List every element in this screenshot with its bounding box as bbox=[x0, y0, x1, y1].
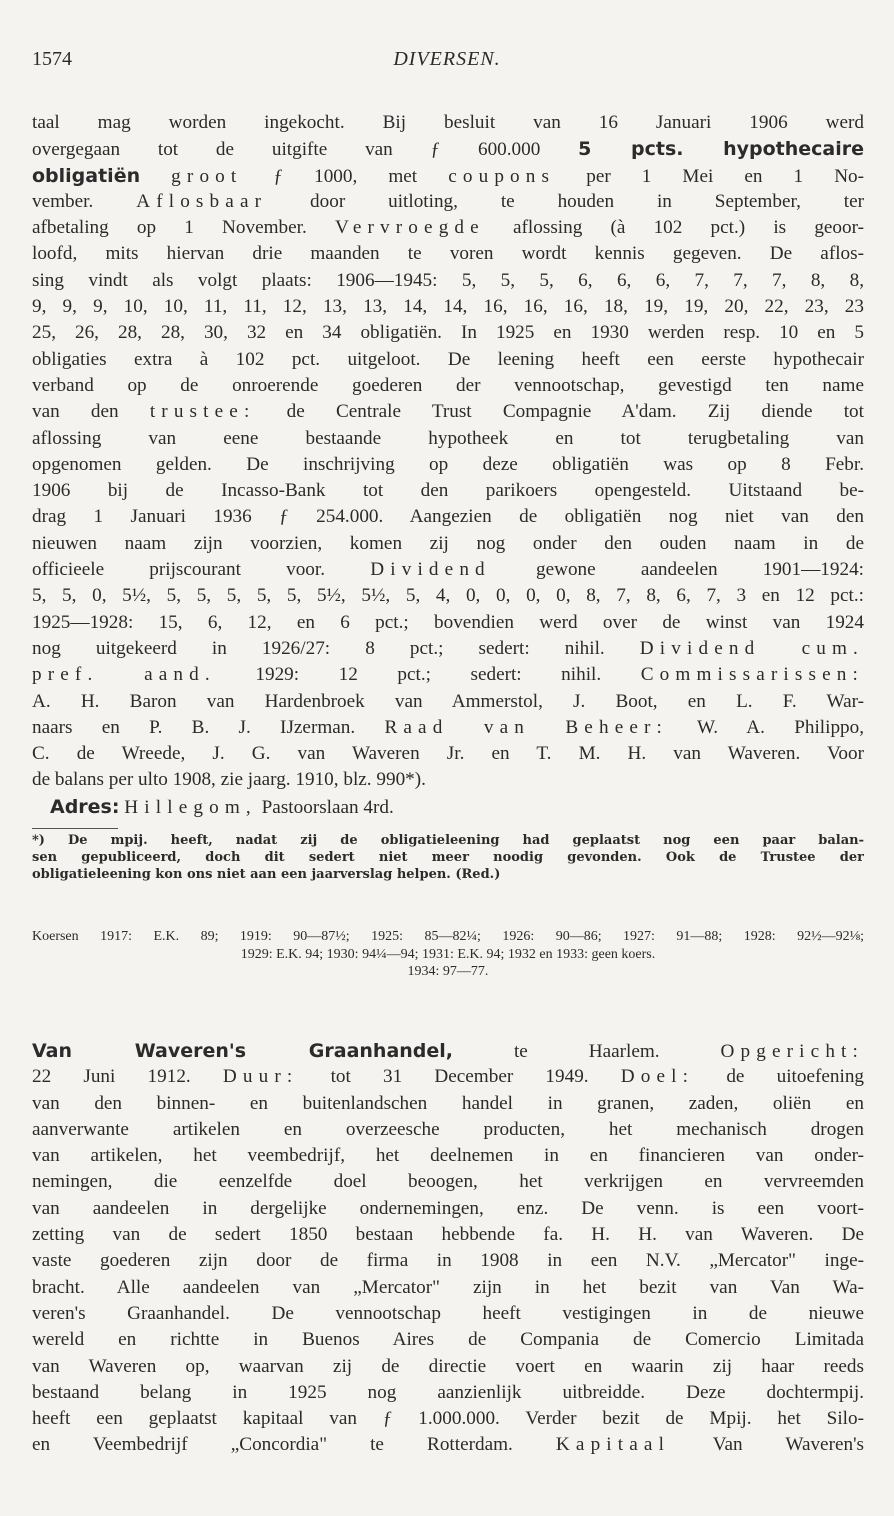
text-line: drag 1 Januari 1936 ƒ 254.000. Aangezien de obligatiën nog niet van den bbox=[32, 506, 864, 528]
text-line: van aandeelen in dergelijke ondernemingen, enz. De venn. is een voort- bbox=[32, 1197, 864, 1219]
text-line: overgegaan tot de uitgifte van ƒ 600.000 5 pcts. hypothecaire bbox=[32, 138, 864, 161]
text-line: bestaand belang in 1925 nog aanzienlijk uitbreidde. Deze dochtermpij. bbox=[32, 1381, 864, 1403]
text-line: zetting van de sedert 1850 bestaan hebbende fa. H. H. van Waveren. De bbox=[32, 1224, 864, 1246]
running-title: DIVERSEN. bbox=[393, 48, 501, 70]
text-line: 1925—1928: 15, 6, 12, en 6 pct.; bovendien werd over de winst van 1924 bbox=[32, 611, 864, 633]
koersen-line: 1934: 97—77. bbox=[407, 964, 489, 979]
text-line: aanverwante artikelen en overzeesche producten, het mechanisch drogen bbox=[32, 1118, 864, 1140]
company-name: Van Waveren's Graanhandel, bbox=[32, 1040, 454, 1062]
koersen-line: 1929: E.K. 94; 1930: 94¼—94; 1931: E.K. 94; 1932 en 1933: geen koers. bbox=[240, 946, 656, 962]
text-line: officieele prijscourant voor. Dividend gewone aandeelen 1901—1924: bbox=[32, 559, 864, 581]
text-line: obligatiën groot ƒ 1000, met coupons per 1 Mei en 1 No- bbox=[32, 164, 864, 187]
text-line: Van Waveren's Graanhandel, te Haarlem. Opgericht: bbox=[32, 1040, 864, 1062]
footnote-line: sen gepubliceerd, doch dit sedert niet meer noodig gevonden. Ook de Trustee der bbox=[32, 850, 864, 865]
text-line: sing vindt als volgt plaats: 1906—1945: 5, 5, 5, 6, 6, 6, 7, 7, 7, 8, 8, bbox=[32, 269, 864, 291]
page-header bbox=[32, 48, 862, 82]
text-line: wereld en richtte in Buenos Aires de Compania de Comercio Limitada bbox=[32, 1329, 864, 1351]
text-line: van den binnen- en buitenlandschen handel in granen, zaden, oliën en bbox=[32, 1092, 864, 1114]
footnote-line: obligatieleening kon ons niet aan een jaarverslag helpen. (Red.) bbox=[32, 867, 501, 882]
text-line: van den trustee: de Centrale Trust Compagnie A'dam. Zij diende tot bbox=[32, 401, 864, 423]
entry-hypothecaire-obligatien bbox=[32, 110, 864, 820]
text-line: obligaties extra à 102 pct. uitgeloot. De leening heeft een eerste hypothecair bbox=[32, 348, 864, 370]
text-line: C. de Wreede, J. G. van Waveren Jr. en T. M. H. van Waveren. Voor bbox=[32, 743, 864, 765]
text-line: verband op de onroerende goederen der vennootschap, gevestigd ten name bbox=[32, 374, 864, 396]
text-line: van Waveren op, waarvan zij de directie voert en waarin zij haar reeds bbox=[32, 1355, 864, 1377]
text-line: heeft een geplaatst kapitaal van ƒ 1.000.000. Verder bezit de Mpij. het Silo- bbox=[32, 1408, 864, 1430]
bold-heading: 5 pcts. hypothecaire bbox=[578, 138, 864, 161]
footnote bbox=[32, 832, 864, 883]
text-line: en Veembedrijf „Concordia" te Rotterdam. Kapitaal Van Waveren's bbox=[32, 1434, 864, 1456]
koersen-block bbox=[32, 928, 864, 981]
text-line: 25, 26, 28, 28, 30, 32 en 34 obligatiën. In 1925 en 1930 werden resp. 10 en 5 bbox=[32, 322, 864, 344]
text-line: A. H. Baron van Hardenbroek van Ammerstol, J. Boot, en L. F. War- bbox=[32, 690, 864, 712]
text-line: nemingen, die eenzelfde doel beoogen, het verkrijgen en vervreemden bbox=[32, 1171, 864, 1193]
text-line: vember. Aflosbaar door uitloting, te houden in September, ter bbox=[32, 190, 864, 212]
text-line: nieuwen naam zijn voorzien, komen zij nog onder den ouden naam in de bbox=[32, 532, 864, 554]
footnote-line: *) De mpij. heeft, nadat zij de obligatieleening had geplaatst nog een paar balan- bbox=[32, 833, 864, 848]
text-line: 1906 bij de Incasso-Bank tot den parikoers opengesteld. Uitstaand be- bbox=[32, 480, 864, 502]
address-label: Adres: bbox=[50, 795, 120, 818]
text-line: loofd, mits hiervan drie maanden te voren wordt kennis gegeven. De aflos- bbox=[32, 243, 864, 265]
footnote-rule bbox=[32, 828, 118, 829]
text-line: pref. aand. 1929: 12 pct.; sedert: nihil. Commissarissen: bbox=[32, 664, 864, 686]
text-line: 9, 9, 9, 10, 10, 11, 11, 12, 13, 13, 14, 14, 16, 16, 16, 18, 19, 19, 20, 22, 23, 23 bbox=[32, 296, 864, 318]
text-line: de balans per ulto 1908, zie jaarg. 1910, blz. 990*). bbox=[32, 769, 426, 791]
address-line: Adres: Hillegom, Pastoorslaan 4rd. bbox=[50, 795, 394, 818]
text-line: aflossing van eene bestaande hypotheek en tot terugbetaling van bbox=[32, 427, 864, 449]
koersen-line: Koersen 1917: E.K. 89; 1919: 90—87½; 1925: 85—82¼; 1926: 90—86; 1927: 91—88; 1928: 92½—92⅛; bbox=[32, 929, 864, 944]
text-line: nog uitgekeerd in 1926/27: 8 pct.; sedert: nihil. Dividend cum. bbox=[32, 637, 864, 659]
text-line: van artikelen, het veembedrijf, het deelnemen in en financieren van onder- bbox=[32, 1145, 864, 1167]
page-number: 1574 bbox=[32, 48, 72, 70]
text-line: 22 Juni 1912. Duur: tot 31 December 1949. Doel: de uitoefening bbox=[32, 1066, 864, 1088]
text-line: naars en P. B. J. IJzerman. Raad van Beheer: W. A. Philippo, bbox=[32, 716, 864, 738]
text-line: vaste goederen zijn door de firma in 1908 in een N.V. „Mercator" inge- bbox=[32, 1250, 864, 1272]
text-line: taal mag worden ingekocht. Bij besluit van 16 Januari 1906 werd bbox=[32, 112, 864, 133]
text-line: bracht. Alle aandeelen van „Mercator" zijn in het bezit van Van Wa- bbox=[32, 1276, 864, 1298]
entry-van-waverens-graanhandel bbox=[32, 1038, 864, 1459]
text-line: 5, 5, 0, 5½, 5, 5, 5, 5, 5, 5½, 5½, 5, 4, 0, 0, 0, 0, 8, 7, 8, 6, 7, 3 en 12 pct.: bbox=[32, 585, 864, 607]
bold-heading: obligatiën bbox=[32, 164, 141, 187]
text-line: veren's Graanhandel. De vennootschap heeft vestigingen in de nieuwe bbox=[32, 1302, 864, 1324]
text-line: opgenomen gelden. De inschrijving op deze obligatiën was op 8 Febr. bbox=[32, 453, 864, 475]
text-line: afbetaling op 1 November. Vervroegde aflossing (à 102 pct.) is geoor- bbox=[32, 217, 864, 239]
